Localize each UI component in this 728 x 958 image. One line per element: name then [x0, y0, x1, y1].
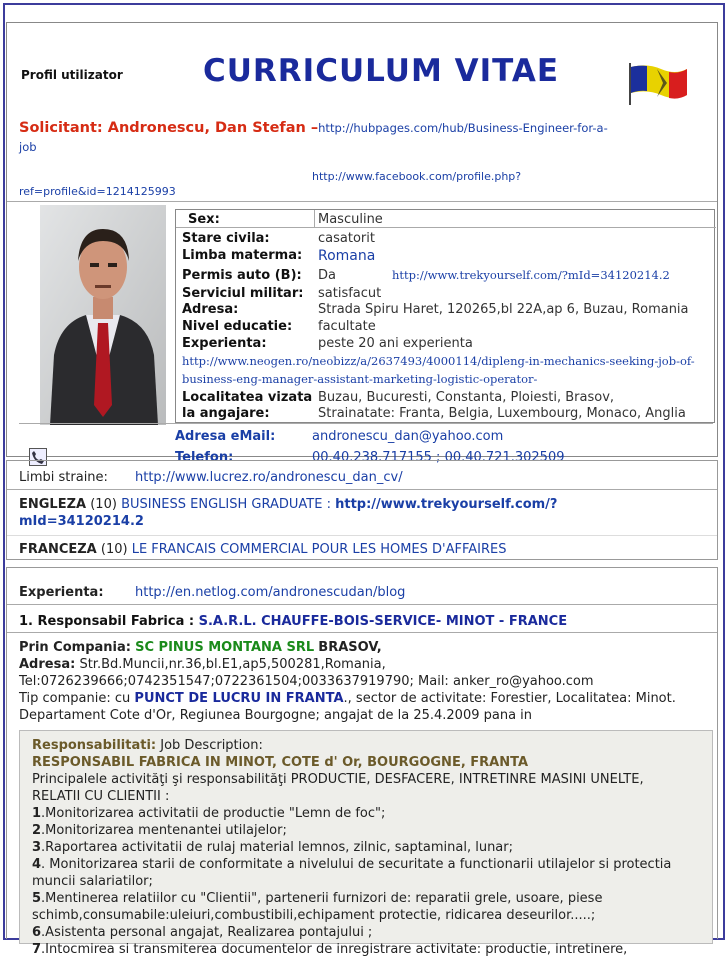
- trekyourself-link[interactable]: http://www.trekyourself.com/?mId=34120214.2: [392, 268, 670, 282]
- list-item: 1.Monitorizarea activitatii de productie "Lemn de foc";: [32, 806, 386, 821]
- facebook-link-cont[interactable]: ref=profile&id=1214125993: [19, 185, 176, 198]
- list-item: 3.Raportarea activitatii de rulaj material lemnos, zilnic, saptaminal, lunar;: [32, 840, 513, 855]
- list-item: 5.Mentinerea relatiilor cu "Clientii", partenerii furnizori de: reparatii grele, usoare, piese: [32, 891, 603, 906]
- english-row: ENGLEZA (10) BUSINESS ENGLISH GRADUATE : http://www.trekyourself.com/? mId=34120214.2: [19, 497, 558, 529]
- lucrez-link[interactable]: http://www.lucrez.ro/andronescu_dan_cv/: [135, 470, 403, 485]
- detail-row-email: Adresa eMail: andronescu_dan@yahoo.com: [175, 429, 504, 444]
- english-link[interactable]: http://www.trekyourself.com/?: [335, 497, 558, 512]
- job-title: 1. Responsabil Fabrica : S.A.R.L. CHAUFFE-BOIS-SERVICE- MINOT - FRANCE: [19, 614, 568, 629]
- cv-header-section: [6, 22, 718, 465]
- list-item: 2.Monitorizarea mentenantei utilajelor;: [32, 823, 287, 838]
- languages-label: Limbi straine:: [19, 470, 108, 485]
- neogen-link[interactable]: http://www.neogen.ro/neobizz/a/2637493/4000114/dipleng-in-mechanics-seeking-job-of-: [182, 354, 695, 368]
- detail-row-permis: Permis auto (B): Da http://www.trekyourself.com/?mId=34120214.2: [182, 268, 670, 283]
- netlog-link[interactable]: http://en.netlog.com/andronescudan/blog: [135, 585, 406, 600]
- facebook-link[interactable]: http://www.facebook.com/profile.php?: [312, 170, 522, 183]
- detail-row-experienta: Experienta: peste 20 ani experienta: [182, 336, 473, 351]
- flag-icon: [627, 61, 689, 105]
- profile-photo: [40, 205, 166, 425]
- experience-label: Experienta:: [19, 585, 104, 600]
- detail-row-angajare: la angajare: Strainatate: Franta, Belgia, Luxembourg, Monaco, Anglia: [182, 406, 686, 421]
- email-link[interactable]: andronescu_dan@yahoo.com: [312, 429, 504, 444]
- neogen-link-cont[interactable]: business-eng-manager-assistant-marketing-logistic-operator-: [182, 372, 538, 386]
- hubpages-link[interactable]: http://hubpages.com/hub/Business-Engineer-for-a-: [318, 121, 608, 135]
- experience-section: [6, 567, 718, 957]
- detail-row-telefon: Telefon: 00.40.238.717155 ; 00.40.721.302509: [175, 450, 565, 465]
- hubpages-link-cont[interactable]: job: [19, 140, 37, 154]
- detail-row-militar: Serviciul militar: satisfacut: [182, 286, 382, 301]
- divider: [7, 201, 717, 202]
- responsibilities-content: Responsabilitati: Job Description: RESPONSABIL FABRICA IN MINOT, COTE d' Or, BOURGOGNE, FRANTA Principalele activităţi şi responsabilităţi PRODUCTIE, DESFACERE, INTRETINRE MASINI UNELTE, RELATII CU CLIENTII : 1.Monitorizarea activitatii de productie "Lemn de foc"; 2.Monitorizarea mentenantei utilajelor; 3.Raportarea activitatii de rulaj material lemnos, zilnic, saptaminal, lunar; 4. Monitorizarea starii de conformitate a nivelului de securitate a functionarii utilajelor si protectia muncii salariatilor; 5.Mentinerea relatiilor cu "Clientii", partenerii furnizori de: reparatii grele, usoare, piese schimb,consumabile:uleiuri,combustibili,echipament protectie, ridicarea deseurilor.....; 6.Asistenta personal angajat, Realizarea pontajului ; 7.Intocmirea si transmiterea documentelor de inregistrare activitate: productie, intretinere,: [32, 737, 708, 958]
- personal-details: [175, 209, 715, 423]
- list-item: 7.Intocmirea si transmiterea documentelor de inregistrare activitate: productie, intretinere,: [32, 942, 628, 957]
- list-item: muncii salariatilor;: [32, 874, 153, 889]
- detail-row-limba: Limba materma: Romana: [182, 248, 376, 264]
- company-block: Prin Compania: SC PINUS MONTANA SRL BRASOV, Adresa: Str.Bd.Muncii,nr.36,bl.E1,ap5,500281,Romania, Tel:0726239666;0742351547;0722361504;0033637919790; Mail: anker_ro@yahoo.com Tip companie: cu PUNCT DE LUCRU IN FRANTA., sector de activitate: Forestier, Localitatea: Minot. Departament Cote d'Or, Regiunea Bourgogne; angajat de la 25.4.2009 pana in: [19, 640, 676, 723]
- detail-row-stare: Stare civila: casatorit: [182, 231, 375, 246]
- detail-row-educatie: Nivel educatie: facultate: [182, 319, 376, 334]
- french-row: FRANCEZA (10) LE FRANCAIS COMMERCIAL POUR LES HOMES D'AFFAIRES: [19, 542, 507, 557]
- profile-label: Profil utilizator: [21, 68, 123, 82]
- languages-section: [6, 460, 718, 560]
- applicant-line: [19, 119, 709, 157]
- list-item: 4. Monitorizarea starii de conformitate a nivelului de securitate a functionarii utilajelor si protectia: [32, 857, 672, 872]
- detail-row-sex: Sex: Masculine: [188, 212, 383, 227]
- responsibilities-box: [19, 730, 713, 957]
- detail-row-adresa: Adresa: Strada Spiru Haret, 120265,bl 22A,ap 6, Buzau, Romania: [182, 302, 689, 317]
- list-item: schimb,consumabile:uleiuri,combustibili,echipament protectie, ridicarea deseurilor.....;: [32, 908, 596, 923]
- list-item: 6.Asistenta personal angajat, Realizarea pontajului ;: [32, 925, 373, 940]
- applicant-name: Solicitant: Andronescu, Dan Stefan –: [19, 120, 319, 136]
- english-link-cont[interactable]: mId=34120214.2: [19, 514, 144, 529]
- page-title: CURRICULUM VITAE: [203, 53, 560, 89]
- detail-row-localitatea: Localitatea vizata Buzau, Bucuresti, Constanta, Ploiesti, Brasov,: [182, 390, 615, 405]
